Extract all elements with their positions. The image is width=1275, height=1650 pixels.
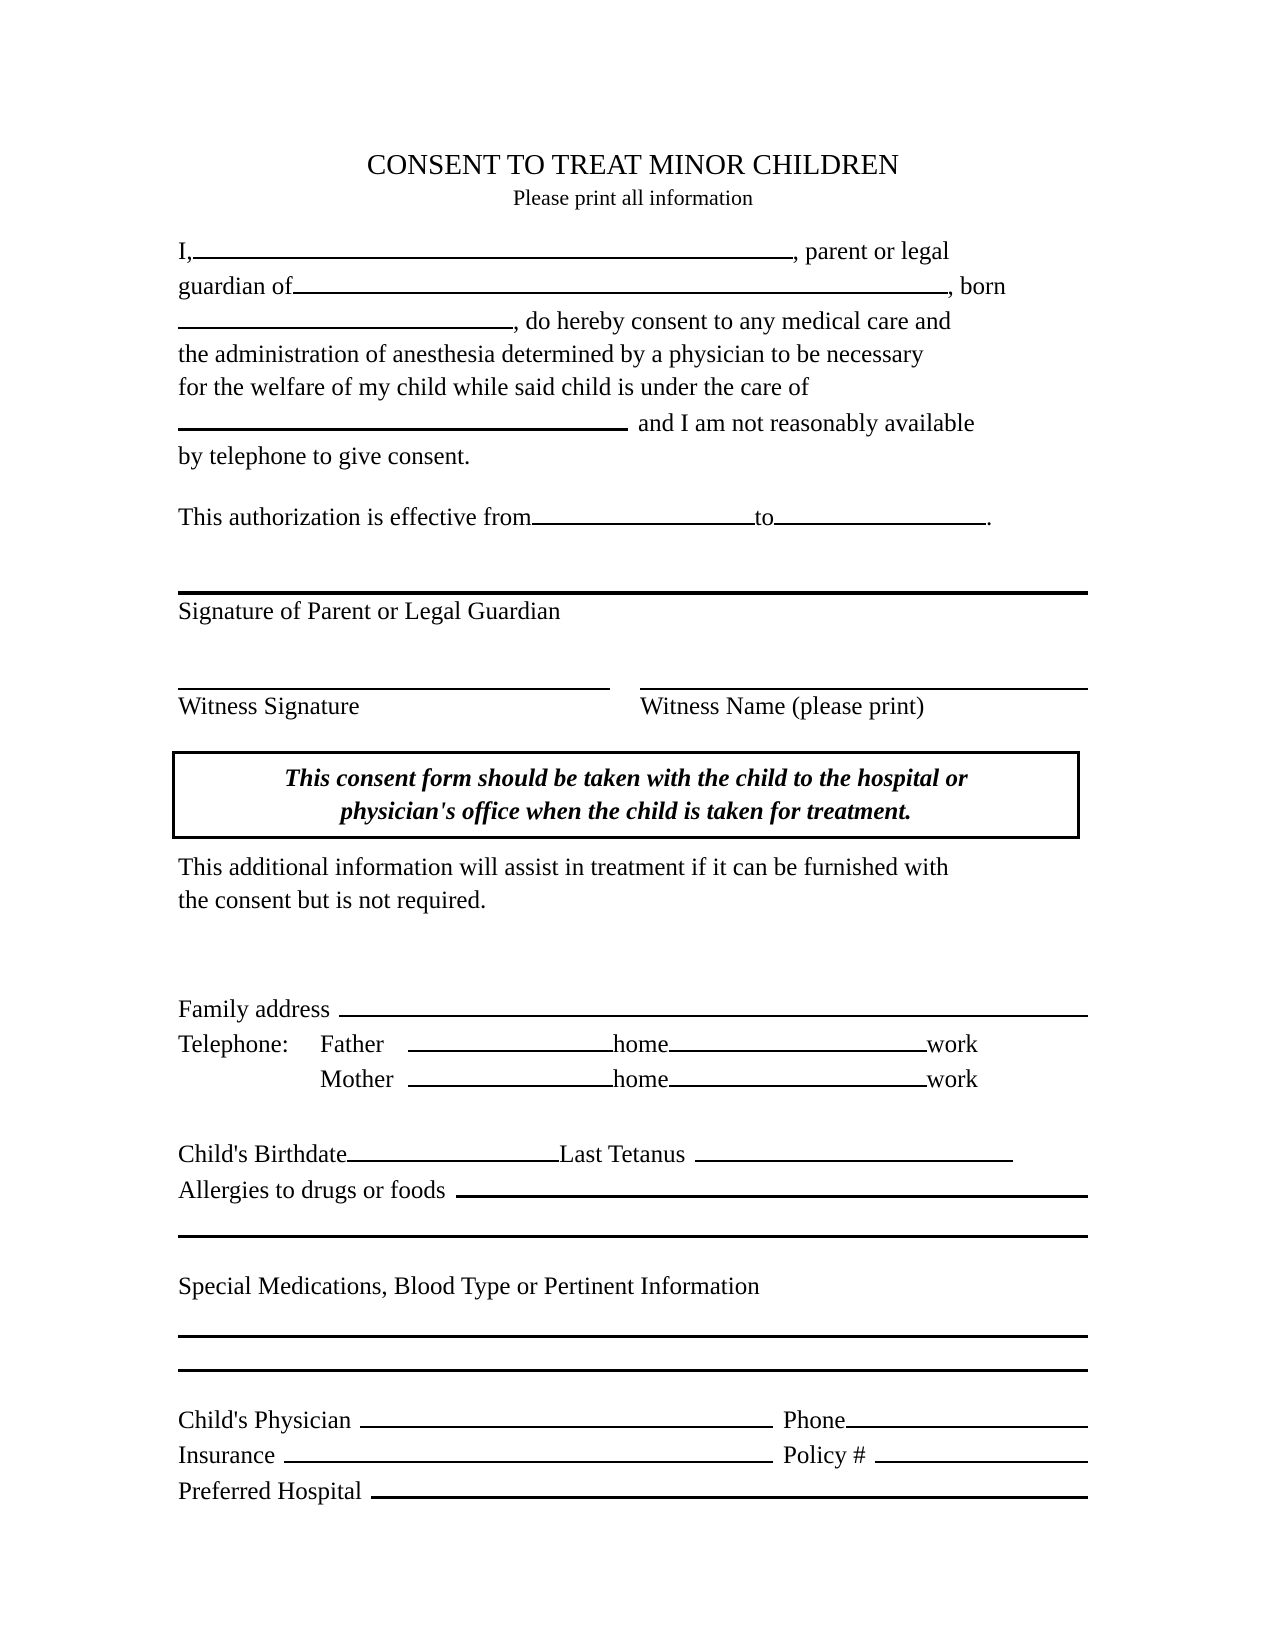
father-label: Father xyxy=(320,1031,384,1058)
consent-line-6 xyxy=(178,404,1088,440)
insurance-field[interactable] xyxy=(284,1437,773,1463)
available-suffix-label: and I am not reasonably available xyxy=(638,410,975,437)
consent-line-5: for the welfare of my child while said child is under the care of xyxy=(178,374,810,401)
father-home-phone-field[interactable] xyxy=(408,1026,613,1052)
child-birthdate-intro-field[interactable] xyxy=(178,303,513,329)
childs-physician-field[interactable] xyxy=(360,1402,773,1428)
last-tetanus-field[interactable] xyxy=(695,1136,1013,1162)
insurance-left xyxy=(178,1437,773,1472)
family-address-label: Family address xyxy=(178,996,331,1023)
consent-line-1 xyxy=(178,233,1088,268)
notice-line-1: This consent form should be taken with the child to the hospital or xyxy=(284,765,968,792)
authorization-row xyxy=(178,499,1088,534)
form-subtitle: Please print all information xyxy=(512,185,754,210)
father-work-phone-field[interactable] xyxy=(669,1026,927,1052)
authorization-prefix-label: This authorization is effective from xyxy=(178,504,532,531)
witness-name-block xyxy=(640,688,1088,723)
consent-line-7: by telephone to give consent. xyxy=(178,443,471,470)
insurance-row xyxy=(178,1437,1088,1472)
mother-label: Mother xyxy=(320,1066,394,1093)
family-address-row xyxy=(178,991,1088,1026)
physician-left xyxy=(178,1402,773,1437)
additional-info-paragraph xyxy=(178,851,1088,917)
additional-info-line-1: This additional information will assist in treatment if it can be furnished with xyxy=(178,854,949,881)
allergies-row xyxy=(178,1171,1088,1207)
consent-suffix-label: , do hereby consent to any medical care and xyxy=(513,308,952,335)
last-tetanus-label: Last Tetanus xyxy=(559,1141,686,1168)
telephone-mother-row xyxy=(178,1061,1088,1096)
childs-birthdate-field[interactable] xyxy=(347,1136,559,1162)
telephone-label: Telephone: xyxy=(178,1031,289,1058)
policy-number-field[interactable] xyxy=(875,1437,1088,1463)
consent-paragraph xyxy=(178,233,1088,473)
father-work-label: work xyxy=(926,1031,978,1058)
preferred-hospital-label: Preferred Hospital xyxy=(178,1478,362,1505)
preferred-hospital-field[interactable] xyxy=(371,1472,1088,1499)
insurance-right xyxy=(783,1437,1088,1472)
birthdate-row xyxy=(178,1136,1088,1171)
child-name-field[interactable] xyxy=(293,268,948,294)
parent-suffix-label: , parent or legal xyxy=(792,238,950,265)
father-home-label: home xyxy=(613,1031,669,1058)
effective-from-field[interactable] xyxy=(532,499,755,525)
special-medications-line2-field[interactable] xyxy=(178,1369,1088,1372)
witness-name-label: Witness Name (please print) xyxy=(640,693,925,720)
form-title: CONSENT TO TREAT MINOR CHILDREN xyxy=(366,149,900,181)
born-suffix-label: , born xyxy=(947,273,1006,300)
witness-block xyxy=(178,688,1088,723)
special-medications-line1-field[interactable] xyxy=(178,1335,1088,1338)
family-address-field[interactable] xyxy=(339,991,1088,1017)
parent-signature-label: Signature of Parent or Legal Guardian xyxy=(178,598,561,625)
mother-work-label: work xyxy=(926,1066,978,1093)
phone-label: Phone xyxy=(783,1407,846,1434)
insurance-label: Insurance xyxy=(178,1442,276,1469)
allergies-continuation-field[interactable] xyxy=(178,1235,1088,1238)
childs-birthdate-label: Child's Birthdate xyxy=(178,1141,348,1168)
consent-line-2 xyxy=(178,268,1088,303)
authorization-period: . xyxy=(986,504,993,531)
physician-row xyxy=(178,1402,1088,1437)
caregiver-name-field[interactable] xyxy=(178,404,628,431)
guardian-prefix-label: guardian of xyxy=(178,273,293,300)
telephone-father-row xyxy=(178,1026,1088,1061)
effective-to-field[interactable] xyxy=(774,499,986,525)
mother-work-phone-field[interactable] xyxy=(669,1061,927,1087)
mother-home-phone-field[interactable] xyxy=(408,1061,613,1087)
form-content xyxy=(178,0,1088,1508)
i-prefix-label: I, xyxy=(178,238,193,265)
additional-info-line-2: the consent but is not required. xyxy=(178,887,487,914)
policy-label: Policy # xyxy=(783,1442,866,1469)
to-label: to xyxy=(754,504,775,531)
notice-box xyxy=(172,751,1080,839)
preferred-hospital-row xyxy=(178,1472,1088,1508)
special-medications-label: Special Medications, Blood Type or Pertinent Information xyxy=(178,1273,760,1300)
physician-phone-field[interactable] xyxy=(846,1402,1089,1428)
consent-line-3 xyxy=(178,303,1088,338)
allergies-label: Allergies to drugs or foods xyxy=(178,1177,446,1204)
notice-line-2: physician's office when the child is taken for treatment. xyxy=(340,798,912,825)
witness-signature-block xyxy=(178,688,610,723)
parent-name-field[interactable] xyxy=(193,233,793,259)
childs-physician-label: Child's Physician xyxy=(178,1407,352,1434)
parent-signature-block xyxy=(178,591,1088,628)
allergies-field[interactable] xyxy=(456,1171,1088,1198)
witness-signature-label: Witness Signature xyxy=(178,693,360,720)
consent-line-4: the administration of anesthesia determined by a physician to be necessary xyxy=(178,341,924,368)
mother-home-label: home xyxy=(613,1066,669,1093)
physician-right xyxy=(783,1402,1088,1437)
